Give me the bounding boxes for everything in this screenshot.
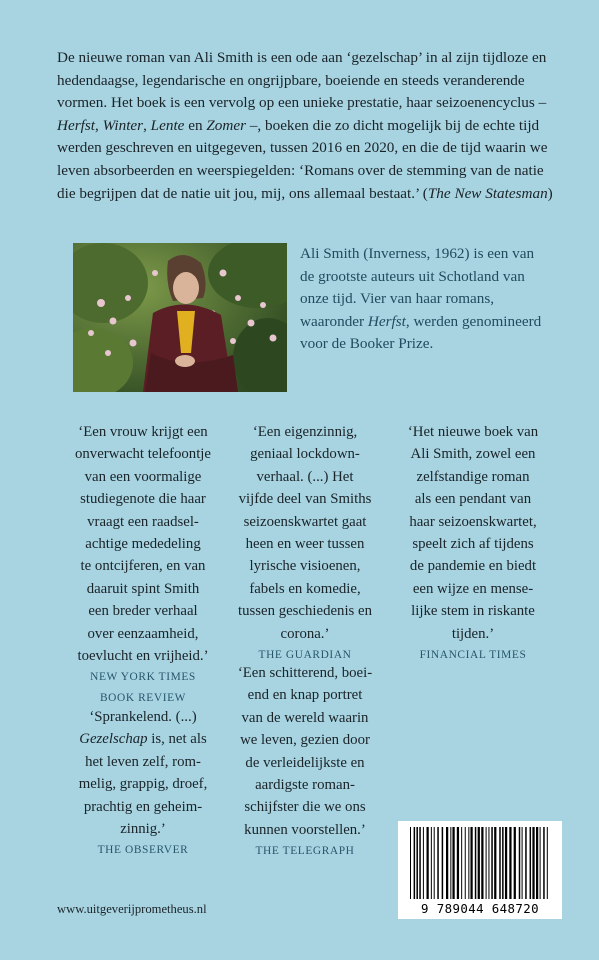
quote-line: als een pendant van bbox=[414, 491, 532, 508]
quote-telegraph bbox=[225, 662, 385, 861]
quote-source: BOOK REVIEW bbox=[99, 691, 186, 704]
quote-line bbox=[57, 728, 229, 750]
barcode-bar bbox=[450, 827, 451, 899]
quote-line: lyrische visioenen, bbox=[249, 558, 361, 575]
barcode-bar bbox=[532, 827, 534, 899]
quote-line: daaruit spint Smith bbox=[86, 580, 200, 597]
title-winter: Winter bbox=[102, 116, 144, 134]
quote-line: ‘Een vrouw krijgt een bbox=[78, 424, 208, 440]
quote-line: geniaal lockdown- bbox=[250, 446, 360, 463]
barcode-bar bbox=[475, 827, 477, 899]
barcode-bar bbox=[423, 827, 424, 899]
barcode-bar bbox=[452, 827, 454, 899]
quote-line: van een voormalige bbox=[84, 468, 202, 485]
quote-line: corona.’ bbox=[280, 625, 330, 642]
barcode-bar bbox=[431, 827, 432, 899]
quote-source: THE GUARDIAN bbox=[258, 649, 352, 662]
barcode-bar bbox=[499, 827, 501, 899]
separator: , bbox=[143, 116, 151, 134]
quote-line: achtige mededeling bbox=[85, 536, 201, 553]
barcode-bar bbox=[514, 827, 516, 899]
barcode-bar bbox=[416, 827, 418, 899]
barcode-bar bbox=[505, 827, 507, 899]
quote-book-title: Gezelschap bbox=[79, 731, 148, 748]
quote-line: een wijze en mense- bbox=[412, 580, 534, 597]
barcode-bar bbox=[547, 827, 548, 899]
quote-line: Ali Smith, zowel een bbox=[410, 446, 536, 463]
bio-title: Herfst bbox=[367, 312, 406, 330]
barcode-bar bbox=[465, 827, 466, 899]
quote-source: FINANCIAL TIMES bbox=[419, 649, 527, 662]
quote-line: de pandemie en biedt bbox=[409, 558, 537, 575]
barcode-bar bbox=[494, 827, 496, 899]
quote-text: is, net als bbox=[147, 731, 207, 748]
quote-line: het leven zelf, rom- bbox=[85, 753, 201, 770]
separator: , bbox=[94, 116, 103, 134]
barcode-bar bbox=[410, 827, 411, 899]
intro-paragraph bbox=[57, 47, 557, 205]
quote-line: verhaal. (...) Het bbox=[256, 468, 354, 485]
barcode-bar bbox=[446, 827, 448, 899]
quote-line: te ontcijferen, en van bbox=[80, 558, 206, 575]
quote-line: zinnig.’ bbox=[120, 821, 166, 838]
barcode-bar bbox=[502, 827, 504, 899]
quote-line: van de wereld waarin bbox=[241, 709, 369, 726]
quote-line: zelfstandige roman bbox=[416, 468, 530, 485]
intro-text-1: De nieuwe roman van Ali Smith is een ode aan ‘gezelschap’ in al zijn tijdloze en hedendaagse, legendarische en ongrijpbare, boeiende en steeds veranderende vormen. Het boek is een vervolg op een unieke prestatie, haar seizoenencyclus – bbox=[57, 49, 547, 112]
title-lente: Lente bbox=[150, 116, 185, 134]
barcode-bar bbox=[491, 827, 493, 899]
barcode-digits: 9 789044 648720 bbox=[421, 901, 539, 916]
quote-guardian bbox=[225, 421, 385, 665]
barcode-bar bbox=[427, 827, 429, 899]
barcode-bar bbox=[457, 827, 459, 899]
quote-line: toevlucht en vrijheid.’ bbox=[77, 648, 209, 665]
barcode-bars bbox=[398, 821, 562, 901]
quote-source: NEW YORK TIMES bbox=[90, 671, 196, 684]
barcode-bar bbox=[525, 827, 527, 899]
quote-line: vijfde deel van Smiths bbox=[238, 491, 372, 508]
barcode-bar bbox=[530, 827, 532, 899]
bio-text-1: Ali Smith (Inverness, 1962) is een van de grootste auteurs uit Schotland van onze tijd. Vier van haar romans, waaronder bbox=[300, 245, 535, 330]
quote-line: haar seizoenskwartet, bbox=[409, 513, 537, 530]
barcode-bar bbox=[419, 827, 421, 899]
barcode-bar bbox=[543, 827, 545, 899]
barcode-bar bbox=[434, 827, 435, 899]
quote-line: vraagt een raadsel- bbox=[87, 513, 199, 530]
intro-source: The New Statesman bbox=[427, 184, 548, 202]
author-photo bbox=[73, 243, 287, 392]
quote-line: speelt zich af tijdens bbox=[412, 536, 534, 553]
barcode-bar bbox=[468, 827, 469, 899]
quote-line: ‘Sprankelend. (...) bbox=[89, 709, 197, 725]
quote-line: onverwacht telefoontje bbox=[75, 446, 211, 463]
barcode-bar bbox=[519, 827, 521, 899]
quote-line: schijfster die we ons bbox=[244, 799, 366, 816]
quote-line: ‘Een schitterend, boei- bbox=[237, 665, 373, 681]
intro-close: ) bbox=[547, 184, 553, 202]
barcode-bar bbox=[540, 827, 541, 899]
quote-source: THE OBSERVER bbox=[97, 844, 189, 857]
quote-line: de verleidelijkste en bbox=[245, 754, 365, 771]
quote-ft bbox=[389, 421, 557, 665]
barcode-bar bbox=[481, 827, 483, 899]
barcode-bar bbox=[414, 827, 416, 899]
quote-line: ‘Het nieuwe boek van bbox=[407, 424, 539, 440]
barcode-bar bbox=[470, 827, 472, 899]
bio-text-2: , werden genomineerd voor de Booker Prize. bbox=[300, 312, 542, 353]
conjunction: en bbox=[184, 116, 207, 134]
quote-line: studiegenote die haar bbox=[80, 491, 206, 508]
quote-line: tijden.’ bbox=[451, 625, 495, 642]
quote-line: prachtig en geheim- bbox=[83, 798, 203, 815]
quote-line: fabels en komedie, bbox=[249, 580, 361, 597]
barcode-bar bbox=[461, 827, 462, 899]
barcode-bar bbox=[486, 827, 487, 899]
quote-line: tussen geschiedenis en bbox=[238, 603, 372, 620]
quote-line: we leven, gezien door bbox=[240, 732, 370, 749]
barcode-bar bbox=[509, 827, 511, 899]
barcode-bar bbox=[442, 827, 444, 899]
barcode-bar bbox=[536, 827, 538, 899]
quote-line: aardigste roman- bbox=[255, 777, 355, 794]
publisher-website[interactable]: www.uitgeverijprometheus.nl bbox=[57, 902, 207, 916]
quote-line: een breder verhaal bbox=[88, 603, 198, 620]
quote-line: end en knap portret bbox=[247, 687, 363, 704]
title-herfst: Herfst bbox=[57, 116, 95, 134]
quote-line: ‘Een eigenzinnig, bbox=[252, 424, 358, 440]
barcode-bar bbox=[488, 827, 489, 899]
quote-line: lijke stem in riskante bbox=[411, 603, 535, 620]
barcode bbox=[398, 821, 562, 919]
quote-line: over eenzaamheid, bbox=[87, 625, 199, 642]
title-zomer: Zomer bbox=[206, 116, 247, 134]
quote-line: seizoenskwartet gaat bbox=[243, 513, 367, 530]
quote-line: kunnen voorstellen.’ bbox=[244, 821, 366, 838]
quote-observer bbox=[57, 706, 229, 860]
quote-source: THE TELEGRAPH bbox=[255, 845, 355, 858]
author-bio bbox=[300, 243, 545, 356]
quote-line: melig, grappig, droef, bbox=[78, 776, 208, 793]
barcode-bar bbox=[478, 827, 480, 899]
quote-line: heen en weer tussen bbox=[245, 536, 365, 553]
quote-nyt bbox=[57, 421, 229, 708]
barcode-bar bbox=[522, 827, 523, 899]
barcode-bar bbox=[437, 827, 439, 899]
intro-text-2: –, boeken die zo dicht mogelijk bij de echte tijd werden geschreven en uitgegeven, tussen 2016 en 2020, en die de tijd waarin we leven absorbeerden en weerspiegelden: ‘Romans over de stemming van de natie die begrijpen dat de natie uit jou, mij, ons allemaal bestaat.’ ( bbox=[57, 116, 548, 202]
